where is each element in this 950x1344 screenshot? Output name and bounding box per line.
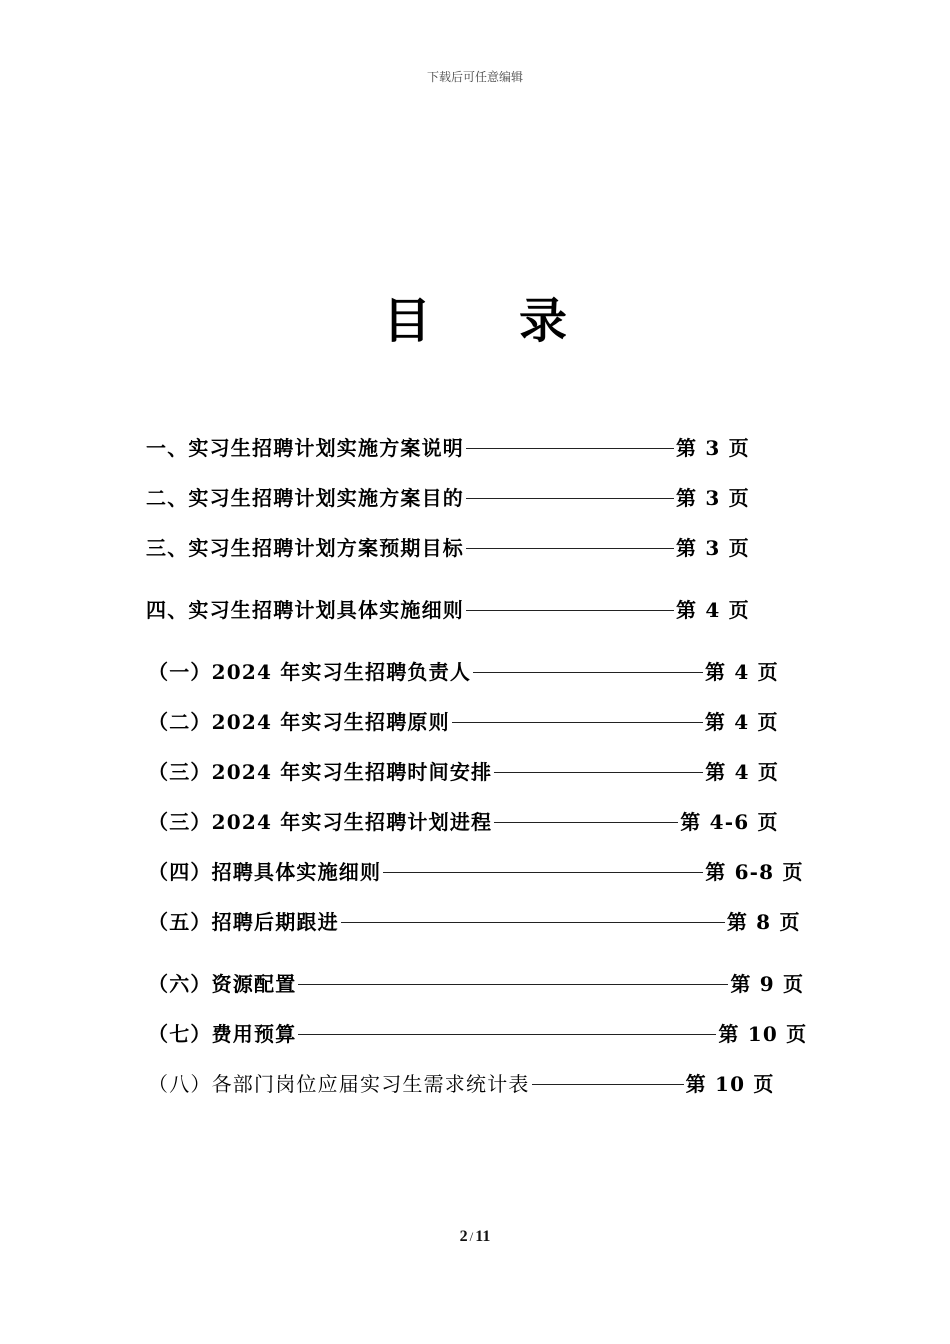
toc-leader (494, 772, 703, 773)
toc-item[interactable] (148, 710, 779, 734)
toc-item[interactable] (148, 910, 801, 934)
toc-item-page: 第 6-8 页 (705, 860, 804, 884)
toc-item-label: （三）2024 年实习生招聘计划进程 (148, 810, 493, 834)
toc-leader (452, 722, 703, 723)
toc-item[interactable] (148, 760, 779, 784)
toc-item[interactable] (148, 810, 779, 834)
toc-item-page: 第 4 页 (676, 598, 750, 622)
toc-item[interactable] (148, 1022, 807, 1046)
toc-leader (298, 1034, 716, 1035)
toc-item-label: 三、实习生招聘计划方案预期目标 (146, 536, 464, 560)
toc-leader (383, 872, 703, 873)
toc-item-label: （一）2024 年实习生招聘负责人 (148, 660, 472, 684)
toc-leader (494, 822, 678, 823)
toc-item-page: 第 4 页 (705, 660, 779, 684)
toc-leader (532, 1084, 684, 1085)
toc-item[interactable] (146, 486, 750, 510)
page-separator: / (469, 1229, 474, 1244)
toc-leader (466, 498, 674, 499)
toc-item-label: 四、实习生招聘计划具体实施细则 (146, 598, 464, 622)
page-header: 下载后可任意编辑 (426, 70, 523, 84)
toc-item-page: 第 4 页 (705, 760, 780, 784)
toc-leader (466, 548, 674, 549)
toc-item-label: （八）各部门岗位应届实习生需求统计表 (148, 1072, 530, 1096)
toc-item-label: （三）2024 年实习生招聘时间安排 (148, 760, 493, 784)
page-current: 2 (459, 1228, 468, 1245)
toc-item-page: 第 10 页 (718, 1022, 808, 1046)
toc-item-page: 第 9 页 (730, 972, 805, 996)
toc-leader (466, 448, 674, 449)
toc-leader (298, 984, 728, 985)
toc-item-label: 一、实习生招聘计划实施方案说明 (146, 436, 464, 460)
toc-item-page: 第 4-6 页 (680, 810, 779, 834)
toc-item-page: 第 10 页 (685, 1072, 775, 1096)
toc-item-page: 第 3 页 (676, 436, 750, 460)
page-title: 目录 (382, 293, 655, 349)
toc-item-label: （五）招聘后期跟进 (148, 910, 339, 934)
page-total: 11 (475, 1228, 491, 1245)
toc-item-page: 第 4 页 (704, 710, 779, 734)
toc-leader (466, 610, 674, 611)
toc-item-page: 第 3 页 (676, 486, 750, 510)
toc-item-label: （七）费用预算 (148, 1022, 297, 1046)
page-number (0, 1228, 950, 1246)
toc-item[interactable] (148, 972, 804, 996)
toc-item[interactable] (146, 536, 750, 560)
toc-item-label: （六）资源配置 (148, 972, 297, 996)
toc-item-page: 第 8 页 (726, 910, 801, 934)
toc-item-label: （四）招聘具体实施细则 (148, 860, 382, 884)
toc-leader (473, 672, 703, 673)
toc-item[interactable] (146, 436, 750, 460)
toc-item[interactable] (148, 1072, 775, 1096)
toc-item-label: （二）2024 年实习生招聘原则 (148, 710, 450, 734)
toc-item-label: 二、实习生招聘计划实施方案目的 (146, 486, 464, 510)
toc-leader (341, 922, 725, 923)
toc-item[interactable] (148, 860, 804, 884)
toc-item-page: 第 3 页 (676, 536, 750, 560)
toc-item[interactable] (148, 660, 779, 684)
toc-item[interactable] (146, 598, 750, 622)
